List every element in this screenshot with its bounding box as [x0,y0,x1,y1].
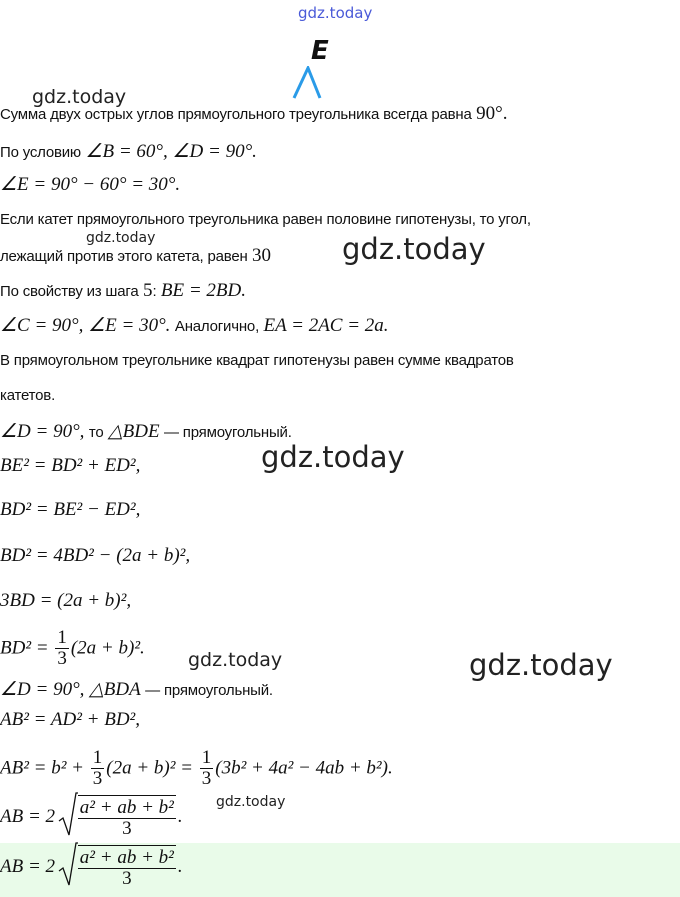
watermark: gdz.today [188,649,283,671]
text-line: В прямоугольном треугольнике квадрат гипотенузы равен сумме квадратов [0,352,514,369]
radical-sign-icon [58,791,78,837]
text-line: По свойству из шага 5: BE = 2BD. [0,280,246,301]
watermark: gdz.today [32,86,127,108]
sqrt: $\frac{\text{a² + ab + b²}}{3}$ [60,795,178,839]
equation: AB = 2 $\frac{\text{a² + ab + b²}}{3}$ . [0,795,183,839]
radical-sign-icon [58,841,78,887]
text-line: лежащий против этого катета, равен 30 [0,245,272,266]
text-line: ∠D = 90°, то △BDE — прямоугольный. [0,421,292,442]
sqrt: $\frac{\text{a² + ab + b²}}{3}$ [60,845,178,889]
equation: BE² = BD² + ED², [0,455,141,476]
figure-fragment-icon [292,66,324,100]
watermark: gdz.today [261,440,405,474]
equation: AB² = AD² + BD², [0,709,141,730]
text-line: ∠C = 90°, ∠E = 30°. Аналогично, EA = 2AC = 2a. [0,315,389,336]
text-line: Сумма двух острых углов прямоугольного треугольника всегда равна 90°. [0,103,508,124]
equation: BD² = $\frac{1}{3}$ (2a + b)². [0,627,145,669]
watermark: gdz.today [469,648,613,682]
answer-equation: AB = 2 $\frac{\text{a² + ab + b²}}{3}$ . [0,845,183,889]
watermark: gdz.today [342,232,486,266]
equation: 3BD = (2a + b)², [0,590,132,611]
watermark: gdz.today [216,794,286,810]
text-line: катетов. [0,387,56,404]
watermark-top: gdz.today [298,4,373,22]
text-line: ∠D = 90°, △BDA — прямоугольный. [0,679,273,700]
equation: AB² = b² + $\frac{1}{3}$ (2a + b)² = $\frac{1}{3}$ (3b² + 4a² − 4ab + b²). [0,747,393,789]
equation: BD² = BE² − ED², [0,499,141,520]
equation: ∠E = 90° − 60° = 30°. [0,174,181,195]
watermark: gdz.today [86,230,156,246]
text-line: Если катет прямоугольного треугольника равен половине гипотенузы, то угол, [0,211,531,228]
equation: BD² = 4BD² − (2a + b)², [0,545,191,566]
text-line: По условию ∠B = 60°, ∠D = 90°. [0,141,257,162]
figure-vertex-label: E [311,36,329,66]
